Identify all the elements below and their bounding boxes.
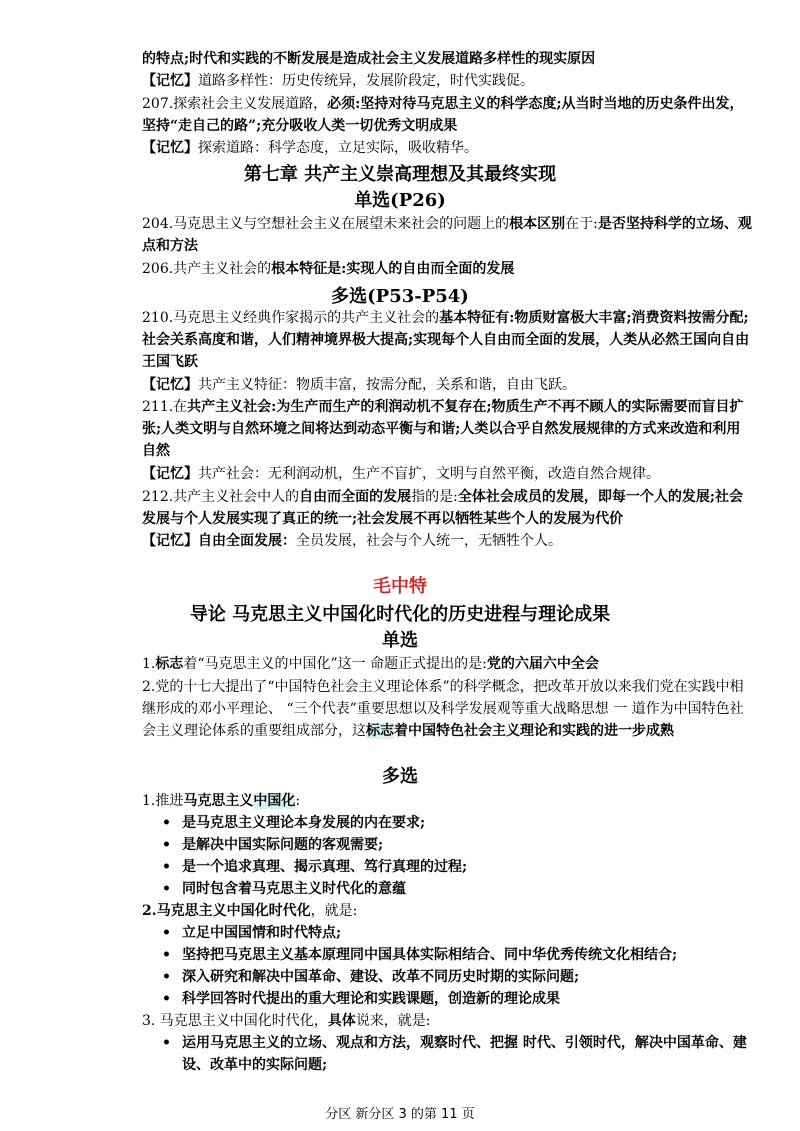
question-212: 212.共产主义社会中人的自由而全面的发展指的是:全体社会成员的发展，即每一个人的发展;社会发展与个人发展实现了真正的统一;社会发展不再以牺牲某些个人的发展为代价 (142, 489, 744, 527)
bullet-list (160, 812, 750, 900)
list-item: • 坚持把马克思主义基本原理同中国具体实际相结合、同中华优秀传统文化相结合; (160, 944, 750, 966)
list-item: • 立足中国国情和时代特点; (160, 922, 750, 944)
memory-note: 【记忆】共产社会：无利润动机，生产不盲扩，文明与自然平衡，改造自然合规律。 (142, 466, 660, 482)
multi-question-3: 3. 马克思主义中国化时代化，具体说来，就是: (142, 1013, 431, 1029)
list-item: • 科学回答时代提出的重大理论和实践课题，创造新的理论成果 (160, 988, 750, 1010)
intro-title: 导论 马克思主义中国化时代化的历史进程与理论成果 (189, 604, 611, 625)
memory-note: 【记忆】自由全面发展：全员发展，社会与个人统一，无牺牲个人。 (142, 533, 562, 549)
question-206: 206.共产主义社会的根本特征是:实现人的自由而全面的发展 (142, 261, 515, 277)
question-207: 207.探索社会主义发展道路，必须:坚持对待马克思主义的科学态度;从当时当地的历史条件出发，坚持“走自己的路”;充分吸收人类一切优秀文明成果 (142, 96, 744, 134)
bullet-list (160, 1032, 750, 1076)
question-210: 210.马克思主义经典作家揭示的共产主义社会的基本特征有:物质财富极大丰富;消费资料按需分配;社会关系高度和谐，人们精神境界极大提高;实现每个人自由而全面的发展，人类从必然王国向自由王国飞跃 (142, 310, 750, 370)
section-heading-multi: 多选(P53-P54) (331, 286, 469, 307)
section-heading-single: 单选(P26) (354, 190, 446, 211)
section-heading-multi: 多选 (382, 766, 418, 787)
list-item: • 是一个追求真理、揭示真理、笃行真理的过程; (160, 856, 750, 878)
multi-question-1: 1.推进马克思主义中国化: (142, 793, 301, 809)
section-heading-single: 单选 (382, 630, 418, 651)
list-item: • 同时包含着马克思主义时代化的意蕴 (160, 878, 750, 900)
list-item: • 是马克思主义理论本身发展的内在要求; (160, 812, 750, 834)
question-1: 1.标志着“马克思主义的中国化”这一 命题正式提出的是:党的六届六中全会 (142, 656, 599, 672)
subject-heading: 毛中特 (373, 576, 427, 597)
memory-note: 【记忆】道路多样性：历史传统异，发展阶段定，时代实践促。 (142, 73, 534, 89)
multi-question-2: 2.马克思主义中国化时代化，就是: (142, 903, 358, 919)
question-211: 211.在共产主义社会:为生产而生产的利润动机不复存在;物质生产不再不顾人的实际需要而盲目扩张;人类文明与自然环境之间将达到动态平衡与和谐;人类以合乎自然发展规律的方式来改造和利用自然 (142, 399, 744, 459)
bullet-list (160, 922, 750, 1010)
list-item: • 运用马克思主义的立场、观点和方法，观察时代、把握 时代、引领时代，解决中国革命、建设、改革中的实际问题; (160, 1032, 750, 1076)
continuation-line: 的特点;时代和实践的不断发展是造成社会主义发展道路多样性的现实原因 (142, 51, 596, 67)
list-item: • 是解决中国实际问题的客观需要; (160, 834, 750, 856)
chapter-title: 第七章 共产主义崇高理想及其最终实现 (243, 164, 557, 185)
question-204: 204.马克思主义与空想社会主义在展望未来社会的问题上的根本区别在于:是否坚持科学的立场、观点和方法 (142, 216, 752, 254)
page-footer: 分区 新分区 3 的第 11 页 (325, 1107, 475, 1122)
question-2: 2.党的十七大提出了“中国特色社会主义理论体系”的科学概念，把改革开放以来我们党在实践中相 继形成的邓小平理论、 “三个代表”重要思想以及科学发展观等重大战略思想 一 道作为中国特色社会主义理论体系的重要组成部分，这标志着中国特色社会主义理论和实践的进一步成熟 (142, 679, 744, 739)
memory-note: 【记忆】探索道路：科学态度，立足实际，吸收精华。 (142, 140, 478, 156)
list-item: • 深入研究和解决中国革命、建设、改革不同历史时期的实际问题; (160, 966, 750, 988)
memory-note: 【记忆】共产主义特征：物质丰富，按需分配，关系和谐，自由飞跃。 (142, 377, 576, 393)
